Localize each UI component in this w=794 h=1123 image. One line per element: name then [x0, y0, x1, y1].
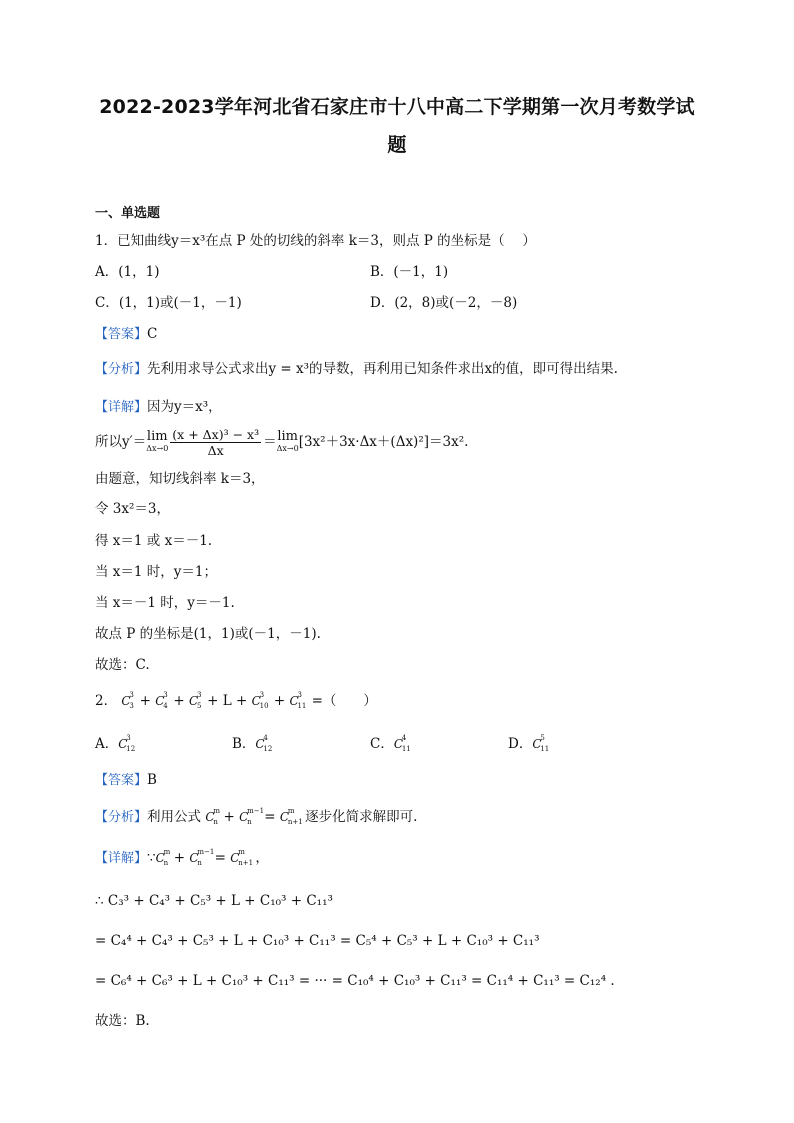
combination-c-4-3: C 3 4	[155, 691, 168, 710]
analysis-tag: 【分析】	[95, 362, 148, 377]
q1-detail-1: 因为y＝x³，	[147, 399, 222, 415]
q1-derivative-prefix: 所以y′＝	[95, 434, 147, 450]
q2-analysis-suffix: 逐步化简求解即可.	[305, 809, 418, 825]
combination-c-m-n: C m n	[205, 807, 220, 826]
q1-detail-line-1	[95, 398, 222, 417]
limit-subscript: Δx→0	[146, 443, 169, 453]
q2-option-d	[508, 735, 551, 753]
q2-option-b	[232, 735, 274, 753]
q2-answer: B	[147, 772, 157, 788]
q2-stem: 2． C 3 3 + C 3 4 + C 3 5 + L + C 3 10 + C 3 11 =（ ）	[95, 691, 377, 710]
q1-analysis-line	[95, 360, 618, 379]
q1-option-b: B．(－1，1)	[370, 264, 449, 280]
q2-choose: 故选：B.	[95, 1013, 150, 1029]
q1-answer-line	[95, 325, 157, 344]
analysis-tag: 【分析】	[95, 810, 148, 825]
q2-sum-expression: C₃³ + C₄³ + C₅³ + L + C₁₀³ + C₁₁³	[107, 893, 333, 909]
document-title-line-2: 题	[387, 134, 407, 156]
q1-answer: C	[147, 326, 158, 342]
q2-answer-line	[95, 771, 157, 790]
q1-derivative-line	[95, 424, 468, 460]
therefore-symbol: ∴	[95, 893, 104, 909]
combination-c-m-n: C m n	[155, 848, 171, 867]
equals-sign: ＝	[263, 434, 277, 450]
q1-detail-7: 当 x＝－1 时，y＝－1.	[95, 595, 235, 611]
q1-analysis: 先利用求导公式求出y = x³的导数，再利用已知条件求出x的值，即可得出结果.	[147, 361, 618, 377]
q1-option-a: A．(1，1)	[95, 264, 160, 280]
answer-tag: 【答案】	[95, 327, 148, 342]
section-heading: 一、单选题	[95, 206, 161, 221]
q2-step-2: = C₆⁴ + C₆³ + L + C₁₀³ + C₁₁³ = ··· = C₁₀⁴ + C₁₀³ + C₁₁³ = C₁₁⁴ + C₁₁³ = C₁₂⁴ .	[95, 973, 615, 989]
q1-option-c: C．(1，1)或(－1，－1)	[95, 295, 242, 311]
option-label: A．	[95, 736, 119, 752]
q2-option-a	[95, 735, 136, 753]
q2-detail-suffix: ，	[255, 850, 269, 866]
q2-stem-tail: =（ ）	[311, 693, 377, 709]
combination-c-m-1-n: C m−1 n	[189, 848, 215, 867]
limit-symbol-2	[276, 428, 299, 455]
limit-subscript: Δx→0	[276, 443, 299, 453]
limit-word: lim	[277, 428, 298, 444]
limit-word: lim	[146, 428, 168, 444]
fraction-numerator: (x + Δx)³ − x³	[172, 427, 260, 442]
q1-option-d: D．(2，8)或(－2，－8)	[370, 295, 518, 311]
q1-detail-6: 当 x＝1 时，y＝1；	[95, 564, 218, 580]
q2-number: 2．	[95, 693, 118, 709]
q2-analysis-prefix: 利用公式	[147, 809, 202, 825]
limit-symbol-1	[146, 428, 169, 455]
q1-detail-4: 令 3x²＝3，	[95, 501, 170, 517]
combination-c-3-3: C 3 3	[121, 691, 134, 710]
q1-derivative-result: [3x²＋3x·Δx＋(Δx)²]＝3x².	[298, 434, 469, 450]
difference-quotient	[170, 427, 261, 458]
combination-c-12-3: C 3 12	[118, 734, 136, 753]
option-label: C．	[370, 736, 394, 752]
detail-tag: 【详解】	[95, 851, 148, 866]
q2-sum-start	[95, 892, 333, 910]
q1-choose: 故选：C.	[95, 657, 150, 673]
combination-c-11-4: C 4 11	[393, 734, 411, 753]
answer-tag: 【答案】	[95, 773, 148, 788]
combination-c-10-3: C 3 10	[251, 691, 269, 710]
option-label: B．	[232, 736, 256, 752]
combination-c-m-1-n: C m−1 n	[239, 807, 265, 826]
combination-c-12-4: C 4 12	[255, 734, 273, 753]
q1-stem: 1．已知曲线y＝x³在点 P 处的切线的斜率 k＝3，则点 P 的坐标是（ ）	[95, 233, 536, 249]
combination-c-11-3: C 3 11	[289, 691, 307, 710]
combination-c-m-n-plus-1: C m n+1	[230, 848, 254, 867]
fraction-denominator: Δx	[207, 443, 224, 458]
q2-option-c	[370, 735, 412, 753]
document-title-line-1: 2022-2023学年河北省石家庄市十八中高二下学期第一次月考数学试	[99, 96, 695, 118]
option-label: D．	[508, 736, 533, 752]
q2-step-1: = C₄⁴ + C₄³ + C₅³ + L + C₁₀³ + C₁₁³ = C₅⁴ + C₅³ + L + C₁₀³ + C₁₁³	[95, 933, 540, 949]
q2-detail-line: 【详解】∵C m n + C m−1 n = C m n+1 ，	[95, 848, 269, 867]
q1-detail-3: 由题意，知切线斜率 k＝3，	[95, 471, 265, 487]
q2-analysis-line: 【分析】利用公式 C m n + C m−1 n = C m n+1 逐步化简求解即可.	[95, 807, 418, 826]
detail-tag: 【详解】	[95, 400, 148, 415]
q1-detail-8: 故点 P 的坐标是(1，1)或(－1，－1).	[95, 626, 321, 642]
combination-c-m-n-plus-1: C m n+1	[279, 807, 303, 826]
combination-c-11-5: C 5 11	[532, 734, 550, 753]
combination-c-5-3: C 3 5	[188, 691, 202, 710]
because-symbol: ∵	[147, 850, 156, 866]
q1-detail-5: 得 x＝1 或 x＝－1.	[95, 533, 213, 549]
